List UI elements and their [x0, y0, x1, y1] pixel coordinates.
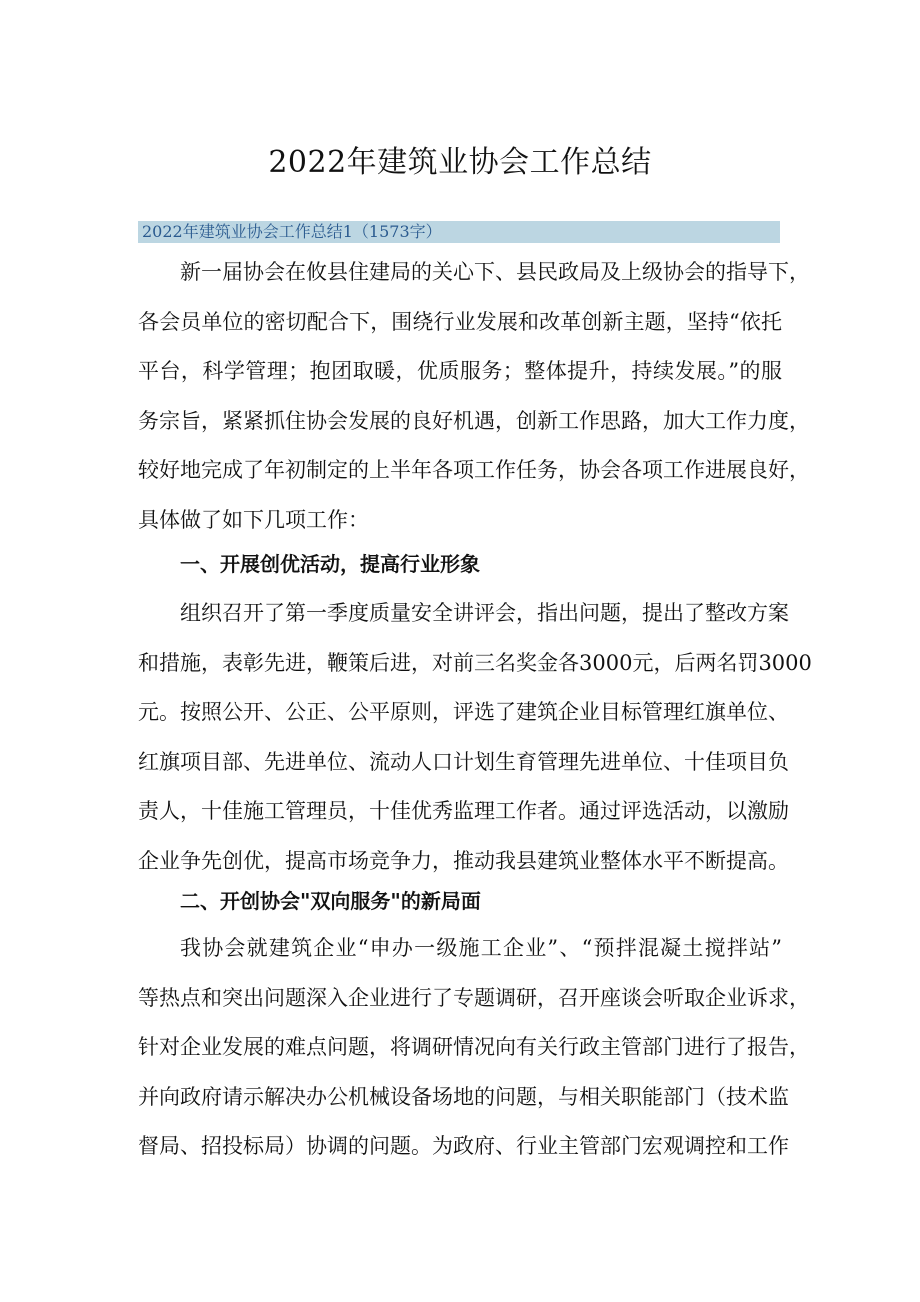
paragraph-line: 等热点和突出问题深入企业进行了专题调研，召开座谈会听取企业诉求，: [138, 985, 810, 1010]
paragraph-line: 企业争先创优，提高市场竞争力，推动我县建筑业整体水平不断提高。: [138, 848, 789, 873]
paragraph-line: 和措施，表彰先进，鞭策后进，对前三名奖金各3000元，后两名罚3000: [138, 650, 812, 675]
paragraph-intro: [138, 248, 810, 545]
paragraph-line: 针对企业发展的难点问题，将调研情况向有关行政主管部门进行了报告，: [138, 1035, 810, 1059]
paragraph-line: 组织召开了第一季度质量安全讲评会，指出问题，提出了整改方案: [180, 601, 789, 625]
paragraph-line: 新一届协会在攸县住建局的关心下、县民政局及上级协会的指导下，: [180, 260, 810, 284]
paragraph-line: 红旗项目部、先进单位、流动人口计划生育管理先进单位、十佳项目负: [138, 749, 789, 774]
document-title: 2022年建筑业协会工作总结: [268, 145, 652, 180]
paragraph-line: 元。按照公开、公正、公平原则，评选了建筑企业目标管理红旗单位、: [138, 700, 789, 724]
paragraph-line: 务宗旨，紧紧抓住协会发展的良好机遇，创新工作思路，加大工作力度，: [138, 408, 810, 433]
section-heading-2: 二、开创协会"双向服务"的新局面: [180, 889, 481, 913]
paragraph-line: 督局、招投标局）协调的问题。为政府、行业主管部门宏观调控和工作: [138, 1134, 789, 1158]
subheading: 2022年建筑业协会工作总结1（1573字）: [142, 222, 442, 241]
section-heading-1: 一、开展创优活动，提高行业形象: [180, 552, 480, 576]
paragraph-line: 具体做了如下几项工作：: [138, 507, 369, 532]
paragraph-line: 并向政府请示解决办公机械设备场地的问题，与相关职能部门（技术监: [138, 1084, 789, 1109]
paragraph-section-2: [138, 924, 810, 1172]
paragraph-line: 较好地完成了年初制定的上半年各项工作任务，协会各项工作进展良好，: [138, 458, 810, 482]
paragraph-line: 责人，十佳施工管理员，十佳优秀监理工作者。通过评选活动，以激励: [138, 799, 789, 823]
paragraph-line: 各会员单位的密切配合下，围绕行业发展和改革创新主题，坚持“依托: [138, 309, 782, 334]
paragraph-line: 我协会就建筑企业“申办一级施工企业”、“预拌混凝土搅拌站”: [180, 936, 782, 960]
paragraph-section-1: [138, 589, 812, 886]
paragraph-line: 平台，科学管理；抱团取暖，优质服务；整体提升，持续发展。”的服: [138, 359, 782, 383]
